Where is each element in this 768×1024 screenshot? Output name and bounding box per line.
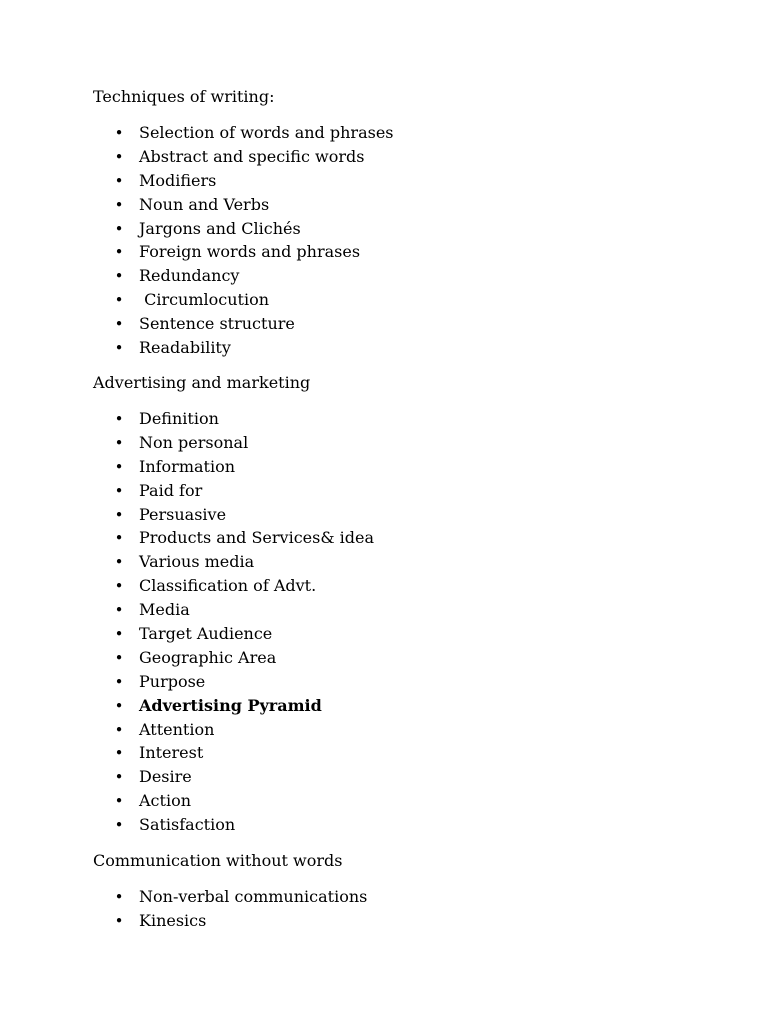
list-item: • Target Audience	[114, 624, 273, 644]
bullet-icon: •	[114, 720, 124, 739]
list-item: • Abstract and specific words	[114, 146, 365, 166]
list-item: • Selection of words and phrases	[114, 123, 394, 142]
bullet-icon: •	[114, 171, 124, 190]
list-item: • Attention	[114, 719, 215, 739]
section-heading-advertising: Advertising and marketing	[93, 373, 311, 392]
list-item: • Jargons and Clichés	[114, 218, 301, 238]
bullet-icon: •	[114, 481, 124, 500]
list-techniques	[114, 123, 394, 362]
list-item: • Satisfaction	[114, 815, 236, 835]
bullet-icon: •	[114, 195, 124, 214]
bullet-icon: •	[114, 911, 124, 930]
section-heading-communication: Communication without words	[93, 851, 343, 870]
section-heading-techniques: Techniques of writing:	[93, 87, 275, 106]
list-communication	[114, 887, 367, 935]
list-item: • Foreign words and phrases	[114, 242, 361, 262]
bullet-icon: •	[114, 267, 124, 286]
bullet-icon: •	[114, 291, 124, 310]
list-item: • Noun and Verbs	[114, 194, 270, 214]
list-item: • Media	[114, 600, 190, 620]
bullet-icon: •	[114, 601, 124, 620]
list-item: • Readability	[114, 338, 231, 358]
bullet-icon: •	[114, 410, 124, 428]
bullet-icon: •	[114, 888, 124, 906]
list-item: • Products and Services& idea	[114, 528, 375, 548]
list-item: • Interest	[114, 743, 204, 763]
list-item: • Sentence structure	[114, 314, 295, 334]
list-item: • Paid for	[114, 480, 203, 500]
bullet-icon: •	[114, 768, 124, 787]
bullet-icon: •	[114, 315, 124, 334]
list-item: • Persuasive	[114, 504, 227, 524]
bullet-icon: •	[114, 553, 124, 572]
bullet-icon: •	[114, 243, 124, 262]
list-item: • Purpose	[114, 671, 206, 691]
list-item: • Classification of Advt.	[114, 576, 317, 596]
list-item: • Circumlocution	[114, 290, 270, 310]
list-item: • Various media	[114, 552, 255, 572]
bullet-icon: •	[114, 648, 124, 667]
bullet-icon: •	[114, 219, 124, 238]
bullet-icon: •	[114, 792, 124, 811]
bullet-icon: •	[114, 577, 124, 596]
bullet-icon: •	[114, 147, 124, 166]
list-item: • Desire	[114, 767, 192, 787]
bullet-icon: •	[114, 457, 124, 476]
bullet-icon: •	[114, 505, 124, 524]
list-advertising	[114, 409, 374, 839]
list-item: • Non-verbal communications	[114, 887, 368, 906]
bullet-icon: •	[114, 816, 124, 835]
bullet-icon: •	[114, 672, 124, 691]
list-item: • Kinesics	[114, 910, 207, 930]
bullet-icon: •	[114, 433, 124, 452]
bullet-icon: •	[114, 625, 124, 644]
list-item: • Advertising Pyramid	[114, 695, 322, 715]
list-item: • Definition	[114, 409, 219, 428]
list-item: • Information	[114, 456, 236, 476]
list-item: • Redundancy	[114, 266, 240, 286]
bullet-icon: •	[114, 696, 124, 715]
bullet-icon: •	[114, 529, 124, 548]
bullet-icon: •	[114, 744, 124, 763]
list-item: • Non personal	[114, 432, 249, 452]
list-item: • Modifiers	[114, 170, 217, 190]
bullet-icon: •	[114, 124, 124, 142]
bullet-icon: •	[114, 339, 124, 358]
list-item: • Action	[114, 791, 191, 811]
list-item: • Geographic Area	[114, 647, 277, 667]
